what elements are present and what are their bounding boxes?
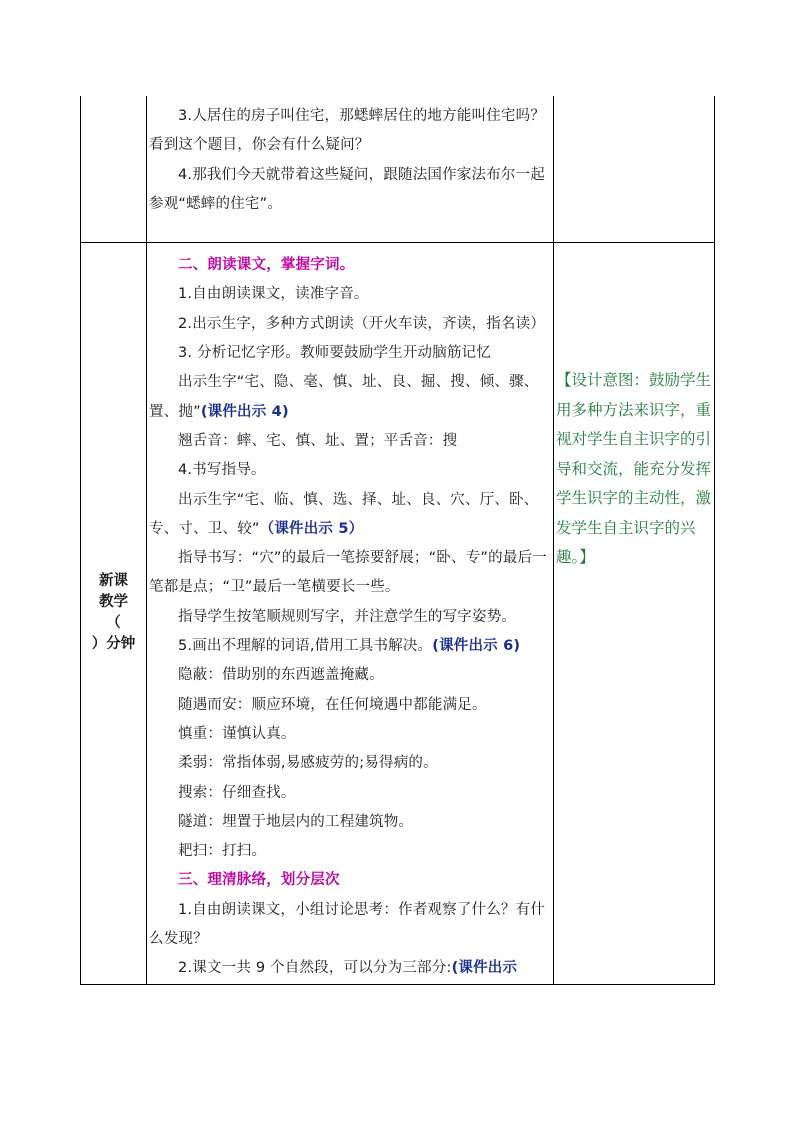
intro-row — [81, 96, 715, 243]
lesson-plan-table — [80, 96, 715, 985]
step-paragraph: 4.书写指导。 — [178, 462, 266, 479]
courseware-reference: (课件出示 6) — [432, 638, 521, 655]
design-intent-cell — [554, 243, 715, 984]
design-intent-note: 【设计意图：鼓励学生用多种方法来识字，重视对学生自主识字的引导和交流，能充分发挥学生识字的主动性，激发学生自主识字的兴趣。】 — [556, 371, 712, 567]
main-content-cell — [147, 243, 554, 984]
new-lesson-row — [81, 243, 715, 984]
intro-intent-cell — [554, 96, 715, 243]
vocab-item: 随遇而安：顺应环境，在任何境遇中都能满足。 — [178, 696, 487, 713]
vocab-item: 隧道：埋置于地层内的工程建筑物。 — [178, 813, 414, 830]
vocab-item: 搜索：仔细查找。 — [178, 784, 296, 801]
intro-paragraph-4: 4.那我们今天就带着这些疑问，跟随法国作家法布尔一起参观“蟋蟀的住宅”。 — [149, 166, 546, 212]
intro-paragraph-3: 3.人居住的房子叫住宅，那蟋蟀居住的地方能叫住宅吗？看到这个题目，你会有什么疑问？ — [149, 108, 546, 154]
section-heading: 二、朗读课文，掌握字词。 — [178, 257, 355, 274]
vocab-item: 耙扫：打扫。 — [178, 843, 267, 860]
courseware-reference: （课件出示 5） — [259, 520, 364, 537]
section-label-cell — [81, 243, 147, 984]
pronunciation-paragraph: 翘舌音：蟀、宅、慎、址、置；平舌音：搜 — [178, 432, 458, 449]
character-list-paragraph: 出示生字“宅、临、慎、选、择、址、良、穴、厅、卧、专、寸、卫、较”（课件出示 5） — [149, 491, 539, 537]
step-paragraph: 1.自由朗读课文，小组讨论思考：作者观察了什么？有什么发现？ — [149, 901, 546, 948]
character-list-paragraph: 出示生字“宅、隐、毫、慎、址、良、掘、搜、倾、骤、置、抛”(课件出示 4) — [149, 374, 539, 420]
step-paragraph: 5.画出不理解的词语,借用工具书解决。(课件出示 6) — [178, 638, 521, 655]
step-paragraph: 3. 分析记忆字形。教师要鼓励学生开动脑筋记忆 — [178, 345, 492, 362]
courseware-reference: (课件出示 — [451, 960, 518, 977]
intro-content-cell — [147, 96, 554, 243]
vocab-item: 慎重：谨慎认真。 — [178, 725, 296, 742]
step-paragraph: 2.课文一共 9 个自然段，可以分为三部分:(课件出示 — [178, 960, 518, 977]
writing-guidance-paragraph: 指导书写：“穴”的最后一笔捺要舒展；“卧、专”的最后一笔都是点；“卫”最后一笔横要长一些。 — [149, 550, 547, 596]
intro-label-cell — [81, 96, 147, 243]
step-paragraph: 1.自由朗读课文，读准字音。 — [178, 286, 369, 303]
vocab-item: 柔弱：常指体弱,易感疲劳的;易得病的。 — [178, 755, 438, 772]
section-label: 新课 教学 （ ）分钟 — [91, 573, 136, 653]
vocab-item: 隐蔽：借助别的东西遮盖掩藏。 — [178, 667, 384, 684]
section-heading: 三、理清脉络，划分层次 — [178, 872, 340, 889]
writing-guidance-paragraph: 指导学生按笔顺规则写字，并注意学生的写字姿势。 — [178, 608, 517, 625]
step-paragraph: 2.出示生字，多种方式朗读（开火车读，齐读，指名读） — [178, 315, 546, 332]
courseware-reference: (课件出示 4) — [200, 403, 289, 420]
